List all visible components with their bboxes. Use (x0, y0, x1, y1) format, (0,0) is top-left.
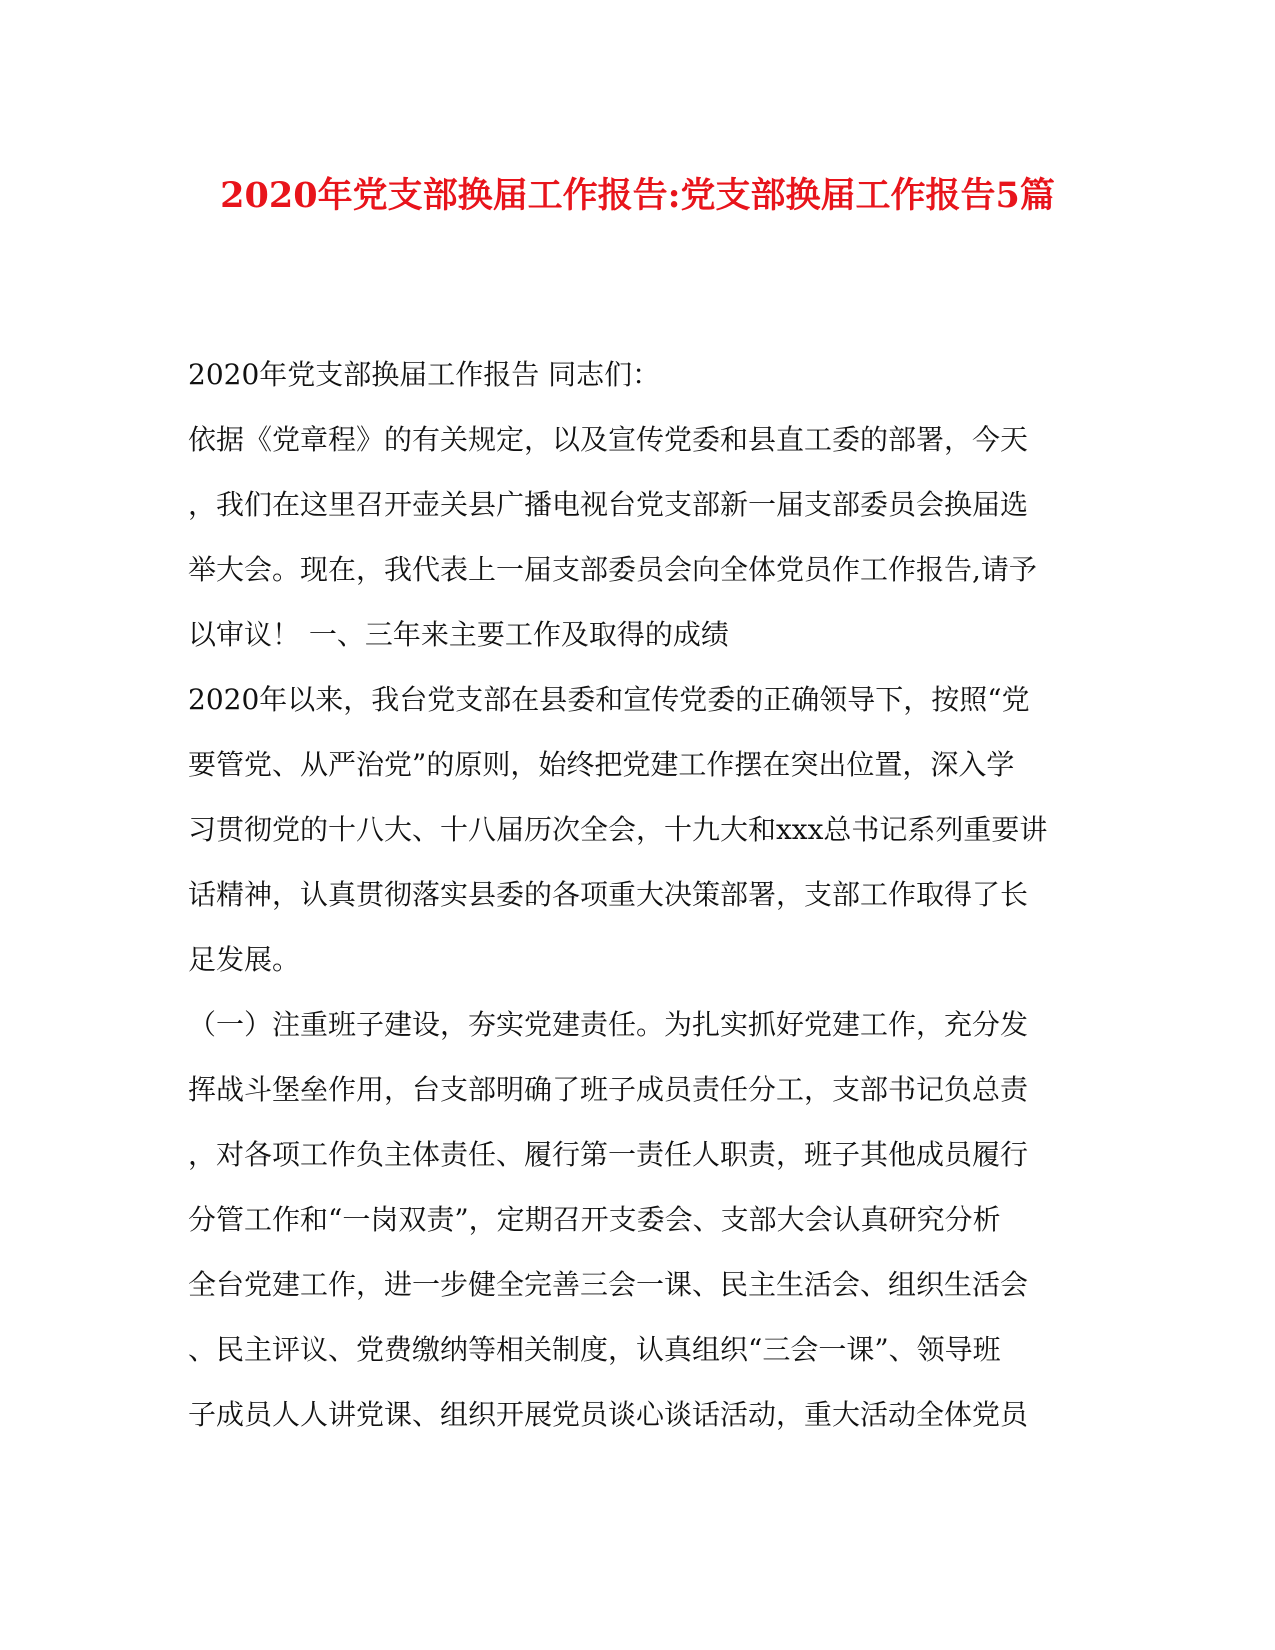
document-body (188, 355, 1088, 1460)
body-line: 举大会。现在，我代表上一届支部委员会向全体党员作工作报告,请予 (188, 553, 1037, 586)
body-line: 2020年以来，我台党支部在县委和宣传党委的正确领导下，按照“党 (188, 683, 1030, 716)
body-line: 以审议！ 一、三年来主要工作及取得的成绩 (188, 618, 729, 651)
body-line: 依据《党章程》的有关规定，以及宣传党委和县直工委的部署，今天 (188, 423, 1029, 456)
body-line: 分管工作和“一岗双责”，定期召开支委会、支部大会认真研究分析 (188, 1203, 1001, 1236)
body-line: ，对各项工作负主体责任、履行第一责任人职责，班子其他成员履行 (188, 1138, 1029, 1171)
document-title: 2020年党支部换届工作报告:党支部换届工作报告5篇 (220, 175, 1055, 216)
body-line: 2020年党支部换届工作报告 同志们： (188, 358, 661, 391)
body-line: 挥战斗堡垒作用，台支部明确了班子成员责任分工，支部书记负总责 (188, 1073, 1029, 1106)
body-line: ，我们在这里召开壶关县广播电视台党支部新一届支部委员会换届选 (188, 488, 1029, 521)
body-line: 足发展。 (188, 943, 301, 976)
body-line: 、民主评议、党费缴纳等相关制度，认真组织“三会一课”、领导班 (188, 1333, 1001, 1366)
body-line: 全台党建工作，进一步健全完善三会一课、民主生活会、组织生活会 (188, 1268, 1029, 1301)
body-line: （一）注重班子建设，夯实党建责任。为扎实抓好党建工作，充分发 (188, 1008, 1029, 1041)
body-line: 子成员人人讲党课、组织开展党员谈心谈话活动，重大活动全体党员 (188, 1398, 1029, 1431)
body-line: 习贯彻党的十八大、十八届历次全会，十九大和xxx总书记系列重要讲 (188, 813, 1048, 846)
body-line: 要管党、从严治党”的原则，始终把党建工作摆在突出位置，深入学 (188, 748, 1015, 781)
body-line: 话精神，认真贯彻落实县委的各项重大决策部署，支部工作取得了长 (188, 878, 1029, 911)
